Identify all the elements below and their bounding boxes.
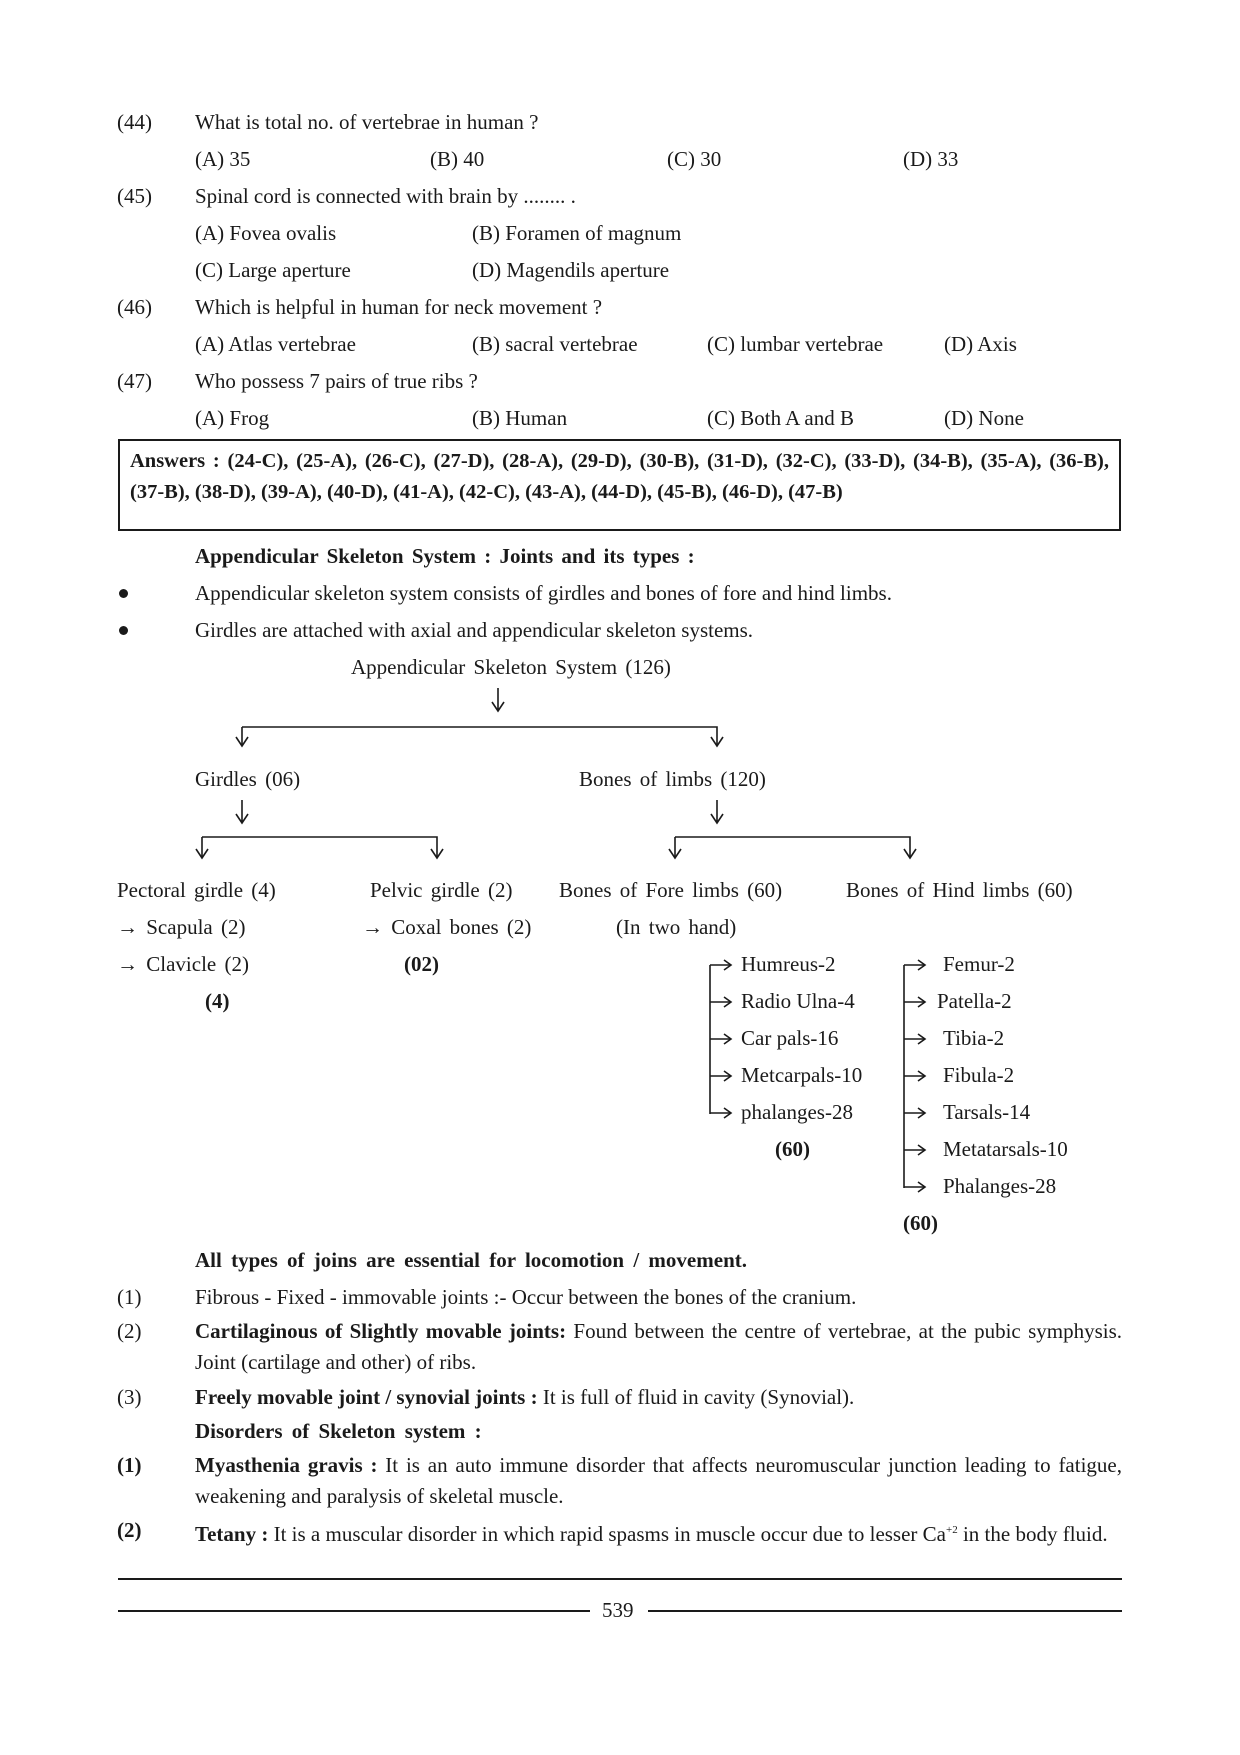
joint-2-number: (2) <box>117 1319 142 1343</box>
tree-limbs: Bones of limbs (120) <box>579 767 766 791</box>
disorder-1-number: (1) <box>117 1453 142 1477</box>
tree-pelvic-total: (02) <box>404 952 439 976</box>
fore-item-phalanges: phalanges-28 <box>741 1100 853 1124</box>
question-45-text: Spinal cord is connected with brain by ........ . <box>195 184 576 208</box>
question-46-option-a: (A) Atlas vertebrae <box>195 332 356 356</box>
level1-bracket <box>242 727 717 745</box>
fore-item-radio-ulna: Radio Ulna-4 <box>741 989 855 1013</box>
question-44-option-d: (D) 33 <box>903 147 959 171</box>
question-44-number: (44) <box>117 110 152 134</box>
joint-3-heading: Freely movable joint / synovial joints : <box>195 1385 538 1409</box>
question-46-option-d: (D) Axis <box>944 332 1017 356</box>
fore-item-humerus: Humreus-2 <box>741 952 836 976</box>
answers-box: Answers : (24-C), (25-A), (26-C), (27-D), (28-A), (29-D), (30-B), (31-D), (32-C), (33-D), (34-B), (35-A), (36-B), (37-B), (38-D), (39-A), (40-D), (41-A), (42-C), (43-A), (44-D), (45-B), (46-D), (47-B) <box>118 439 1121 531</box>
bullet-text-2: Girdles are attached with axial and appendicular skeleton systems. <box>195 618 754 642</box>
joints-title: All types of joins are essential for locomotion / movement. <box>195 1248 747 1272</box>
hind-item-tarsals: Tarsals-14 <box>943 1100 1031 1124</box>
hind-item-phalanges: Phalanges-28 <box>943 1174 1057 1198</box>
limbs-bracket-heads <box>669 849 916 858</box>
joint-3-number: (3) <box>117 1385 142 1409</box>
fore-item-carpals: Car pals-16 <box>741 1026 839 1050</box>
question-46-option-c: (C) lumbar vertebrae <box>707 332 884 356</box>
footer-rule-left <box>118 1610 590 1612</box>
question-46-text: Which is helpful in human for neck movement ? <box>195 295 603 319</box>
joint-2-body: Found between the centre of vertebrae, at the pubic symphysis. Joint (cartilage and other) of ribs. <box>195 1319 1122 1374</box>
fore-limb-ticks <box>710 965 730 1113</box>
question-46-number: (46) <box>117 295 152 319</box>
question-47-option-c: (C) Both A and B <box>707 406 855 430</box>
fore-item-metacarpals: Metcarpals-10 <box>741 1063 863 1087</box>
disorder-1-text <box>195 1450 1122 1512</box>
limbs-down-arrow <box>711 800 723 823</box>
question-47-number: (47) <box>117 369 152 393</box>
footer-divider <box>118 1578 1122 1580</box>
disorder-2-text <box>195 1515 1122 1550</box>
girdles-down-arrow <box>236 800 248 823</box>
joint-2-text <box>195 1316 1122 1378</box>
question-47-text: Who possess 7 pairs of true ribs ? <box>195 369 478 393</box>
question-47-option-b: (B) Human <box>472 406 568 430</box>
girdles-bracket-heads <box>196 849 443 858</box>
bullet-text-1: Appendicular skeleton system consists of girdles and bones of fore and hind limbs. <box>195 581 892 605</box>
root-down-arrow <box>492 688 504 711</box>
question-45-number: (45) <box>117 184 152 208</box>
limbs-bracket <box>675 837 910 857</box>
question-44-option-b: (B) 40 <box>430 147 485 171</box>
question-46-option-b: (B) sacral vertebrae <box>472 332 638 356</box>
fore-total: (60) <box>775 1137 810 1161</box>
tree-coxal-bones: → Coxal bones (2) <box>362 915 532 939</box>
tree-fore-limbs: Bones of Fore limbs (60) <box>559 878 783 902</box>
joint-2-heading: Cartilaginous of Slightly movable joints: <box>195 1319 567 1343</box>
joint-3-text <box>195 1382 1122 1413</box>
question-47-option-a: (A) Frog <box>195 406 270 430</box>
disorder-2-body: It is a muscular disorder in which rapid spasms in muscle occur due to lesser Ca <box>268 1522 946 1546</box>
joint-1-text <box>195 1282 1122 1313</box>
tree-pectoral-total: (4) <box>205 989 230 1013</box>
disorder-1-body: It is an auto immune disorder that affects neuromuscular junction leading to fatigue, weakening and paralysis of skeletal muscle. <box>195 1453 1122 1508</box>
tree-hind-limbs: Bones of Hind limbs (60) <box>846 878 1073 902</box>
question-45-option-a: (A) Fovea ovalis <box>195 221 337 245</box>
tree-pectoral-girdle: Pectoral girdle (4) <box>117 878 276 902</box>
question-45-option-c: (C) Large aperture <box>195 258 351 282</box>
section-title: Appendicular Skeleton System : Joints and its types : <box>195 544 695 568</box>
tree-scapula: → Scapula (2) <box>117 915 246 939</box>
hind-item-tibia: Tibia-2 <box>943 1026 1005 1050</box>
joint-3-body: It is full of fluid in cavity (Synovial). <box>537 1385 855 1409</box>
question-44-text: What is total no. of vertebrae in human ? <box>195 110 539 134</box>
tree-clavicle: → Clavicle (2) <box>117 952 249 976</box>
question-45-option-d: (D) Magendils aperture <box>472 258 670 282</box>
hind-item-patella: Patella-2 <box>937 989 1012 1013</box>
hind-total: (60) <box>903 1211 938 1235</box>
question-44-option-a: (A) 35 <box>195 147 251 171</box>
tree-two-hand: (In two hand) <box>616 915 737 939</box>
disorder-2-number: (2) <box>117 1518 142 1542</box>
disorders-title: Disorders of Skeleton system : <box>195 1419 482 1443</box>
question-45-option-b: (B) Foramen of magnum <box>472 221 682 245</box>
girdles-bracket <box>202 837 437 857</box>
disorder-2-heading: Tetany : <box>195 1522 269 1546</box>
disorder-2-body-end: in the body fluid. <box>957 1522 1108 1546</box>
girdles-arrowhead <box>236 737 723 746</box>
joint-1-body: Fibrous - Fixed - immovable joints :- Occur between the bones of the cranium. <box>195 1285 857 1309</box>
tree-girdles: Girdles (06) <box>195 767 301 791</box>
page-number: 539 <box>602 1598 634 1622</box>
disorder-2-superscript: +2 <box>946 1524 958 1536</box>
hind-item-femur: Femur-2 <box>943 952 1015 976</box>
hind-item-fibula: Fibula-2 <box>943 1063 1015 1087</box>
hind-item-metatarsals: Metatarsals-10 <box>943 1137 1068 1161</box>
joint-1-number: (1) <box>117 1285 142 1309</box>
question-47-option-d: (D) None <box>944 406 1024 430</box>
tree-root: Appendicular Skeleton System (126) <box>351 655 671 679</box>
tree-pelvic-girdle: Pelvic girdle (2) <box>370 878 513 902</box>
footer-rule-right <box>648 1610 1122 1612</box>
disorder-1-heading: Myasthenia gravis : <box>195 1453 378 1477</box>
question-44-option-c: (C) 30 <box>667 147 722 171</box>
